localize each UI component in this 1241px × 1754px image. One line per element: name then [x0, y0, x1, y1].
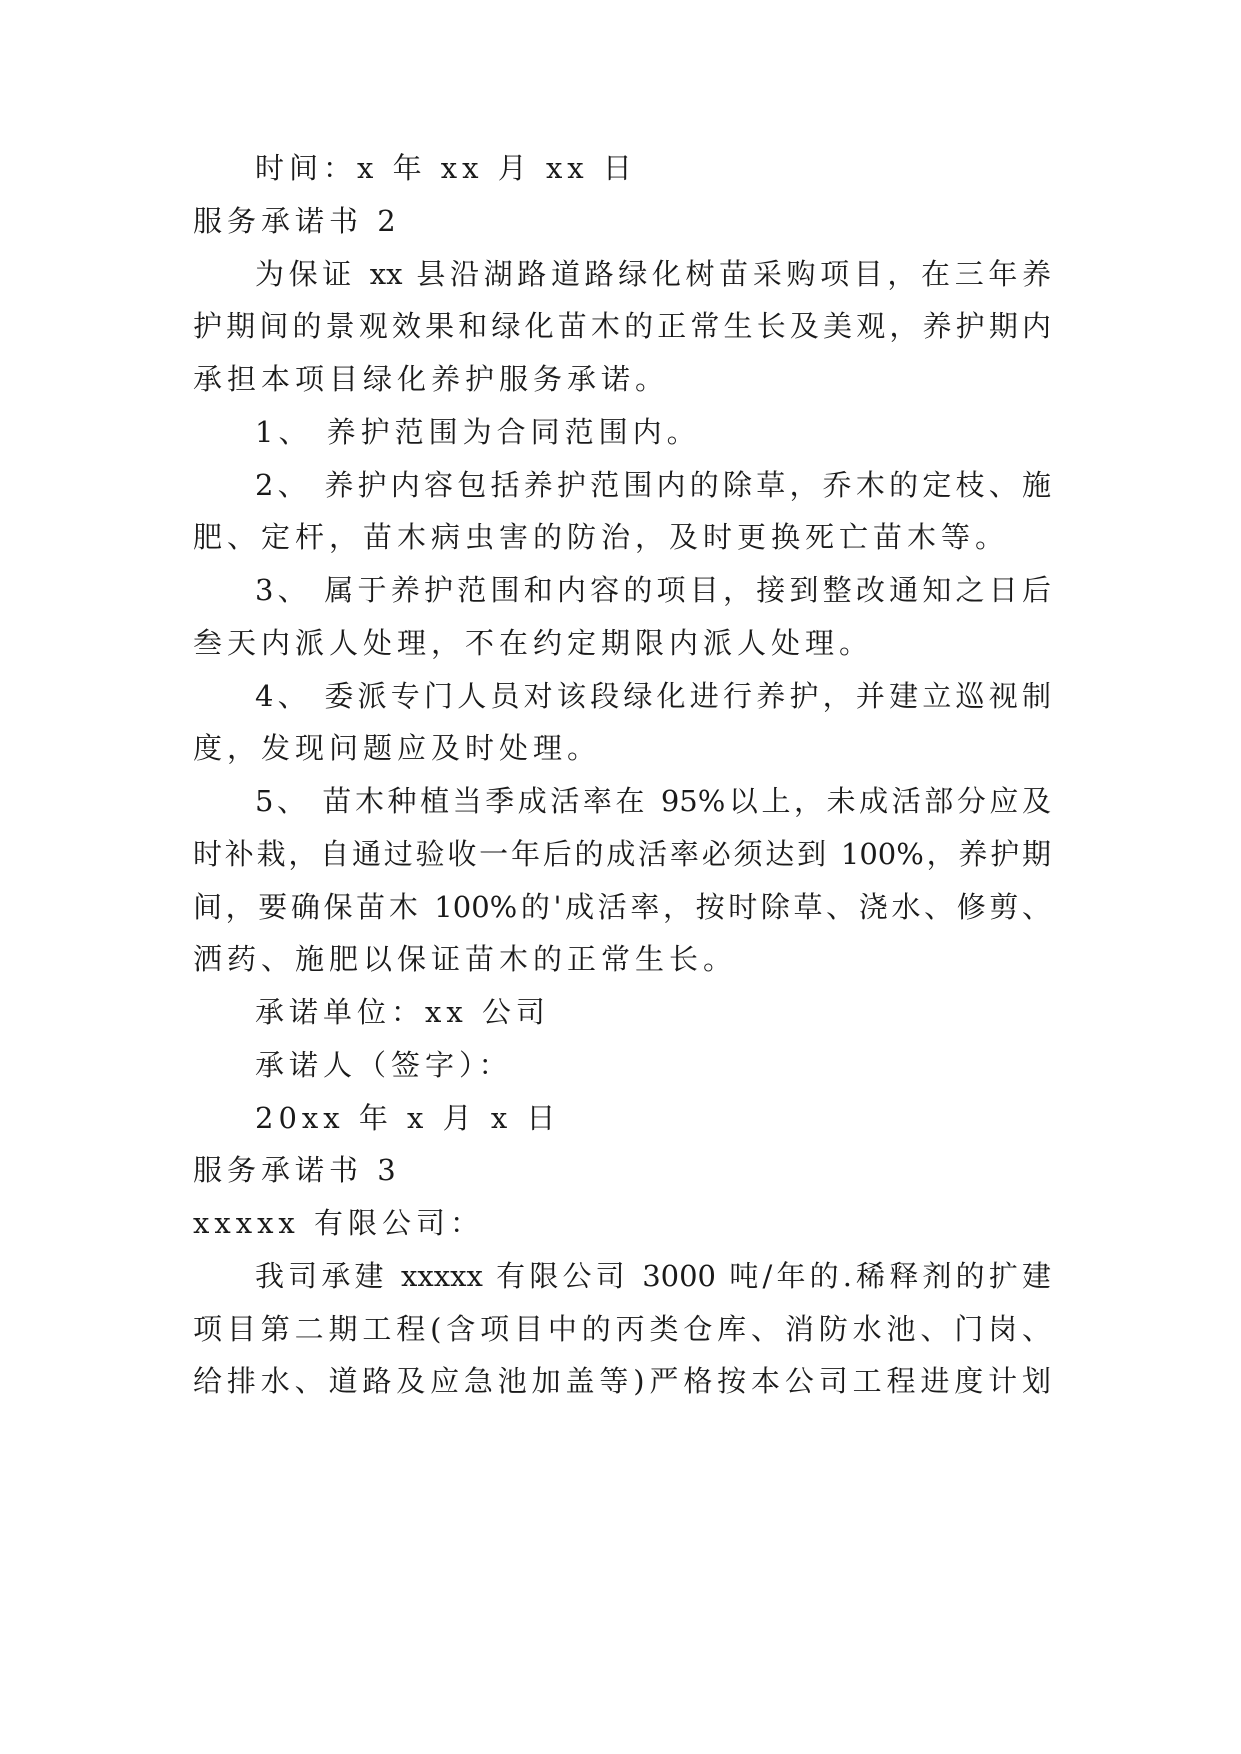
section-heading-2: 服务承诺书 2 [193, 204, 401, 238]
list-item-4-cont: 度，发现问题应及时处理。 [193, 731, 602, 765]
list-item-1: 1、 养护范围为合同范围内。 [255, 415, 701, 449]
section-heading-3: 服务承诺书 3 [193, 1153, 401, 1187]
list-item-2-cont: 肥、定杆，苗木病虫害的防治，及时更换死亡苗木等。 [193, 520, 1010, 554]
list-item-5-cont: 间，要确保苗木 100%的'成活率，按时除草、浇水、修剪、 [193, 890, 1051, 924]
list-item-5-cont: 时补栽，自通过验收一年后的成活率必须达到 100%，养护期 [193, 837, 1051, 871]
paragraph-line: 护期间的景观效果和绿化苗木的正常生长及美观，养护期内 [193, 309, 1051, 343]
signature-unit: 承诺单位：xx 公司 [255, 995, 550, 1029]
paragraph-line: 我司承建 xxxxx 有限公司 3000 吨/年的.稀释剂的扩建 [255, 1259, 1051, 1293]
date-line: 时间：x 年 xx 月 xx 日 [255, 151, 637, 185]
list-item-2: 2、 养护内容包括养护范围内的除草，乔木的定枝、施 [255, 468, 1051, 502]
paragraph-line: 承担本项目绿化养护服务承诺。 [193, 362, 670, 396]
list-item-5-cont: 洒药、施肥以保证苗木的正常生长。 [193, 942, 738, 976]
paragraph-line: 给排水、道路及应急池加盖等)严格按本公司工程进度计划 [193, 1364, 1051, 1398]
signature-date: 20xx 年 x 月 x 日 [255, 1101, 561, 1135]
list-item-3-cont: 叁天内派人处理，不在约定期限内派人处理。 [193, 626, 874, 660]
list-item-3: 3、 属于养护范围和内容的项目，接到整改通知之日后 [255, 573, 1051, 607]
list-item-5: 5、 苗木种植当季成活率在 95%以上，未成活部分应及 [255, 784, 1051, 818]
paragraph-line: 为保证 xx 县沿湖路道路绿化树苗采购项目，在三年养 [255, 257, 1051, 291]
paragraph-line: 项目第二期工程(含项目中的丙类仓库、消防水池、门岗、 [193, 1312, 1051, 1346]
signature-person: 承诺人（签字）： [255, 1048, 513, 1082]
list-item-4: 4、 委派专门人员对该段绿化进行养护，并建立巡视制 [255, 679, 1051, 713]
addressee: xxxxx 有限公司： [193, 1206, 484, 1240]
